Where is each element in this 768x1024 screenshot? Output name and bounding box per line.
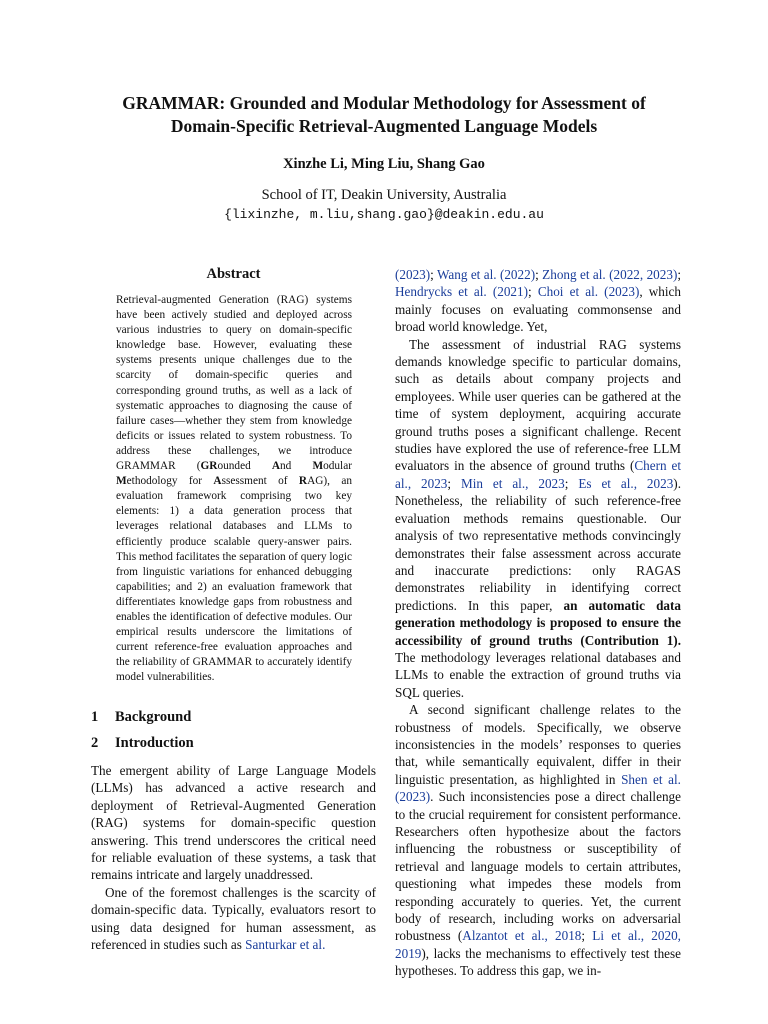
citation-link[interactable]: (2023) (395, 267, 431, 282)
paragraph-text: . Such inconsistencies pose a direct challenge to the crucial requirement for consistent performance. Researchers often hypothesize about the factors influencing the robustness or susceptibility of retrieval and language models to certain attributes, questioning what impedes these models from responding accurately to queries. Yet, the current body of research, including works on adversarial robustness ( (395, 789, 681, 944)
intro-paragraph-2 (91, 884, 376, 954)
separator: ; (564, 475, 579, 491)
abstract-part-2: AG), an evaluation framework comprising two key elements: 1) a data generation process that leverages relational databases and LLMs to efficiently produce scalable query-answer pairs. This method facilitates the separation of query logic from linguistic variations for enhanced debugging capabilities; and 2) an evaluation framework that differentiates knowledge gaps from robustness and enables the identification of defective modules. Our empirical results underscore the limitations of current reference-free evaluation approaches and the reliability of GRAMMAR to accurately identify model vulnerabilities. (116, 475, 353, 684)
section-heading-introduction (91, 735, 194, 752)
authors: Xinzhe Li, Ming Liu, Shang Gao (283, 156, 485, 172)
section-number: 1 (91, 709, 99, 725)
abstract-part-1: Retrieval-augmented Generation (RAG) systems have been actively studied and deployed across various industries to query on domain-specific knowledge base. However, evaluating these systems presents unique challenges due to the scarcity of domain-specific queries and corresponding ground truths, as well as a lack of systematic approaches to diagnosing the cause of failure cases—whether they stem from knowledge deficits or issues related to system robustness. To address these challenges, we introduce GRAMMAR ( (116, 294, 352, 473)
right-paragraph-2 (395, 336, 681, 702)
section-title: Background (115, 709, 192, 725)
citation-link[interactable]: Chern et al., 2023 (395, 458, 682, 491)
affiliation-block (60, 186, 708, 224)
separator: ; (447, 475, 461, 491)
abstract-text (116, 293, 352, 685)
acronym-letter: A (271, 460, 281, 473)
citation-link[interactable]: Santurkar et al. (245, 937, 326, 953)
acronym-rest: ounded (217, 460, 272, 473)
right-paragraph-3 (395, 701, 681, 980)
paragraph-text: One of the foremost challenges is the scarcity of domain-specific data. Typically, evaluators resort to using data designed for human assessment, as referenced in studies such as (91, 884, 376, 953)
paragraph-text: A second significant challenge relates to the robustness of models. Specifically, we observe inconsistencies in the models’ responses to queries that, while semantically equivalent, differ in their linguistic presentation, as highlighted in (395, 702, 681, 787)
separator: ; (528, 284, 538, 300)
separator: ; (430, 267, 437, 282)
paragraph-text: ). Nonetheless, the reliability of such reference-free evaluation methods remains questionable. Our analysis of two representative methods convincingly demonstrates their false assessment across accurate and inaccurate predictions: only RAGAS demonstrates reliability in identifying correct predictions. In this paper, (395, 475, 681, 613)
section-title: Introduction (115, 735, 194, 751)
acronym-rest: odular (323, 460, 352, 473)
separator: ; (535, 267, 543, 282)
abstract-heading: Abstract (206, 266, 261, 282)
acronym-rest: nd (280, 460, 313, 473)
acronym-rest: ethodology for (126, 475, 214, 488)
citation-link[interactable]: Choi et al. (2023) (537, 284, 640, 300)
acronym-letter: M (116, 475, 127, 488)
acronym-rest: ssessment of (221, 475, 299, 488)
citation-link[interactable]: Min et al., 2023 (461, 475, 565, 491)
email: {lixinzhe, m.liu,shang.gao}@deakin.edu.au (224, 207, 544, 222)
citation-link[interactable]: Hendrycks et al. (2021) (395, 284, 529, 300)
citation-link[interactable]: Zhong et al. (2022, 2023) (542, 267, 678, 282)
citation-link[interactable]: Alzantot et al., 2018 (462, 928, 582, 944)
paper-title (60, 92, 708, 138)
affiliation: School of IT, Deakin University, Australia (261, 187, 507, 203)
acronym-letter: M (312, 460, 324, 473)
paragraph-text: The assessment of industrial RAG systems demands knowledge specific to particular domains, such as details about company projects and employees. While user queries can be gathered at the time of system deployment, acquiring accurate ground truths poses a significant challenge. Recent studies have explored the use of reference-free LLM evaluators in the absence of ground truths ( (395, 336, 681, 474)
intro-paragraph-1: The emergent ability of Large Language Models (LLMs) has advanced a active research and deployment of Retrieval-Augmented Generation (RAG) systems for domain-specific question answering. This trend underscores the critical need for reliable evaluation of these systems, a task that remains intricate and largely unaddressed. (91, 763, 376, 883)
section-number: 2 (91, 735, 99, 751)
right-paragraph-1 (395, 266, 681, 336)
acronym-letter: A (213, 475, 222, 488)
acronym-letter: GR (200, 460, 218, 473)
citation-link[interactable]: Li et al., 2020, 2019 (395, 928, 681, 961)
paragraph-text: The methodology leverages relational databases and LLMs to enable the extraction of ground truths via SQL queries. (395, 649, 681, 700)
citation-link[interactable]: Wang et al. (2022) (437, 267, 536, 282)
separator: ; (677, 267, 682, 282)
title-line-1: GRAMMAR: Grounded and Modular Methodology for Assessment of (122, 93, 646, 113)
citation-link[interactable]: Es et al., 2023 (578, 475, 674, 491)
right-column-body (395, 266, 681, 980)
title-line-2: Domain-Specific Retrieval-Augmented Language Models (170, 116, 598, 136)
separator: ; (581, 928, 593, 944)
acronym-letter: R (298, 475, 308, 488)
section-heading-background (91, 709, 191, 726)
left-column-body (91, 762, 376, 953)
paragraph-text: ), lacks the mechanisms to effectively test these hypotheses. To address this gap, we in- (395, 945, 681, 979)
contribution-highlight: an automatic data generation methodology is proposed to ensure the accessibility of ground truths (Contribution 1). (395, 597, 681, 648)
citation-link[interactable]: Shen et al. (2023) (395, 771, 681, 805)
paragraph-text: , which mainly focuses on evaluating commonsense and broad world knowledge. Yet, (395, 284, 681, 335)
